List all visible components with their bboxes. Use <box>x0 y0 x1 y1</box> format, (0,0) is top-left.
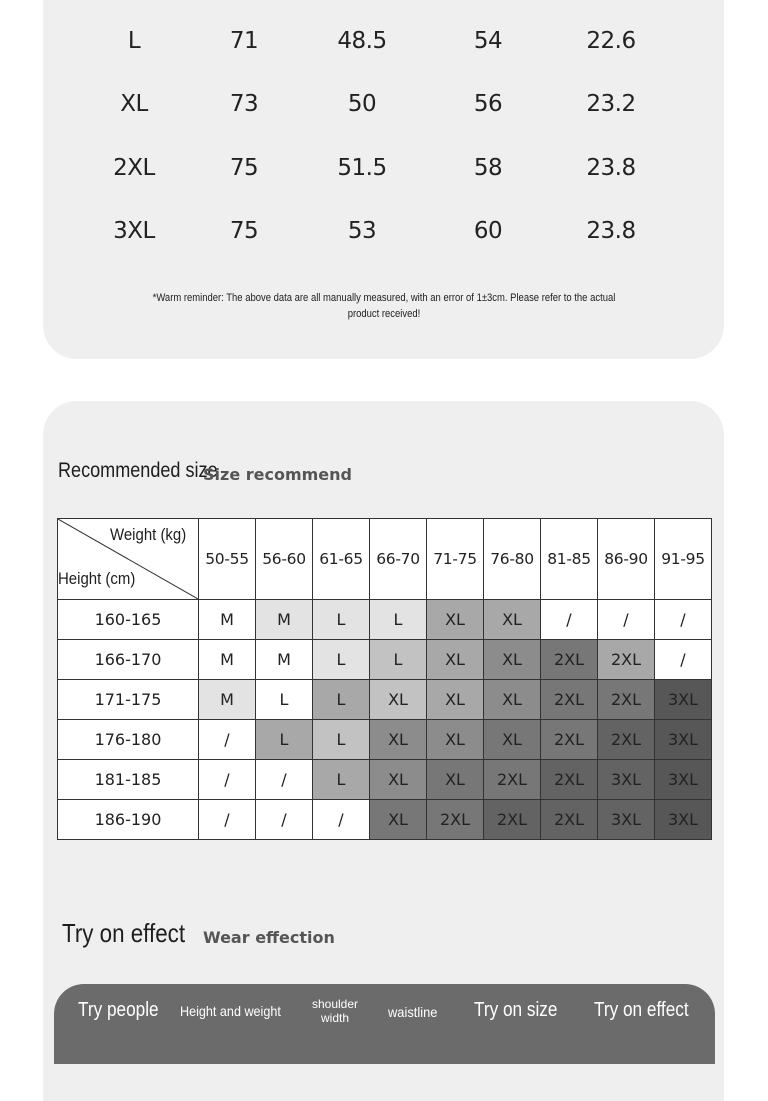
size-cell: / <box>199 800 256 840</box>
try-people-header: Try people <box>78 999 159 1021</box>
length-cell: 73 <box>229 91 259 117</box>
try-on-size-header: Try on size <box>474 999 558 1021</box>
size-cell: XL <box>370 680 427 720</box>
sleeve-cell: 23.8 <box>586 218 636 244</box>
size-cell: / <box>598 600 655 640</box>
shoulder-cell: 51.5 <box>337 155 387 181</box>
size-cell: 2XL <box>598 720 655 760</box>
size-cell: 3XL <box>655 680 712 720</box>
size-cell: XL <box>484 680 541 720</box>
try-on-header-bar <box>54 984 715 1064</box>
size-cell: 2XL <box>484 760 541 800</box>
chest-cell: 60 <box>473 218 503 244</box>
weight-header-cell: 76-80 <box>484 519 541 600</box>
chest-cell: 56 <box>473 91 503 117</box>
size-recommend-table <box>57 518 712 840</box>
weight-header-cell: 66-70 <box>370 519 427 600</box>
recommended-size-subtitle: Size recommend <box>203 465 352 484</box>
size-cell: 3XL <box>655 720 712 760</box>
height-range-cell: 160-165 <box>58 600 199 640</box>
shoulder-cell: 53 <box>347 218 377 244</box>
measurement-row <box>0 211 768 251</box>
warm-reminder-note: *Warm reminder: The above data are all manually measured, with an error of 1±3cm. Please refer to the actual product received! <box>152 292 616 320</box>
weight-header-cell: 50-55 <box>199 519 256 600</box>
size-cell: 3XL <box>655 760 712 800</box>
size-cell: L <box>370 600 427 640</box>
length-cell: 71 <box>229 28 259 54</box>
size-cell: 2XL <box>541 800 598 840</box>
chest-cell: 58 <box>473 155 503 181</box>
size-cell: 3XL <box>598 800 655 840</box>
sleeve-cell: 22.6 <box>586 28 636 54</box>
table-row <box>58 680 712 720</box>
weight-header-cell: 86-90 <box>598 519 655 600</box>
size-cell: XL <box>427 720 484 760</box>
height-range-cell: 186-190 <box>58 800 199 840</box>
length-cell: 75 <box>229 218 259 244</box>
sleeve-cell: 23.8 <box>586 155 636 181</box>
size-cell: / <box>199 720 256 760</box>
table-corner-header <box>58 519 199 600</box>
table-row <box>58 640 712 680</box>
size-cell: L <box>313 640 370 680</box>
measurement-row <box>0 21 768 61</box>
weight-header-cell: 81-85 <box>541 519 598 600</box>
size-cell: XL <box>370 800 427 840</box>
height-weight-header: Height and weight <box>180 1003 281 1019</box>
shoulder-cell: 48.5 <box>337 28 387 54</box>
measurement-row <box>0 148 768 188</box>
size-cell: L <box>313 680 370 720</box>
table-row <box>58 720 712 760</box>
table-row <box>58 800 712 840</box>
try-on-subtitle: Wear effection <box>203 928 335 947</box>
size-cell: / <box>256 800 313 840</box>
shoulder-cell: 50 <box>347 91 377 117</box>
weight-header-cell: 91-95 <box>655 519 712 600</box>
table-header-row <box>58 519 712 600</box>
size-cell: / <box>256 760 313 800</box>
size-cell: XL <box>484 720 541 760</box>
size-cell: L <box>313 760 370 800</box>
size-cell: M <box>199 680 256 720</box>
chest-cell: 54 <box>473 28 503 54</box>
size-cell: 2XL <box>541 640 598 680</box>
table-row <box>58 760 712 800</box>
sleeve-cell: 23.2 <box>586 91 636 117</box>
size-cell: L <box>313 600 370 640</box>
size-cell: 3XL <box>655 800 712 840</box>
weight-header-cell: 61-65 <box>313 519 370 600</box>
size-cell: 2XL <box>598 640 655 680</box>
height-range-cell: 181-185 <box>58 760 199 800</box>
size-cell: XL <box>120 91 148 117</box>
size-cell: 2XL <box>541 760 598 800</box>
size-cell: L <box>370 640 427 680</box>
size-cell: XL <box>427 680 484 720</box>
weight-header-cell: 71-75 <box>427 519 484 600</box>
size-cell: / <box>655 600 712 640</box>
height-range-cell: 166-170 <box>58 640 199 680</box>
size-cell: 3XL <box>113 218 155 244</box>
size-cell: / <box>541 600 598 640</box>
size-cell: XL <box>484 640 541 680</box>
size-cell: L <box>127 28 141 54</box>
recommended-size-title: Recommended size <box>58 459 218 482</box>
height-axis-label: Height (cm) <box>58 569 136 588</box>
weight-header-cell: 56-60 <box>256 519 313 600</box>
size-cell: XL <box>370 720 427 760</box>
size-cell: XL <box>427 640 484 680</box>
size-cell: L <box>256 680 313 720</box>
measurement-row <box>0 84 768 124</box>
size-cell: 3XL <box>598 760 655 800</box>
size-cell: XL <box>370 760 427 800</box>
size-cell: M <box>256 640 313 680</box>
weight-axis-label: Weight (kg) <box>110 525 187 544</box>
size-cell: 2XL <box>427 800 484 840</box>
size-cell: M <box>199 600 256 640</box>
size-cell: L <box>313 720 370 760</box>
length-cell: 75 <box>229 155 259 181</box>
waistline-header: waistline <box>388 1004 438 1020</box>
try-on-title: Try on effect <box>62 918 186 948</box>
size-cell: 2XL <box>113 155 155 181</box>
size-cell: / <box>655 640 712 680</box>
size-cell: XL <box>427 600 484 640</box>
size-cell: 2XL <box>598 680 655 720</box>
height-range-cell: 176-180 <box>58 720 199 760</box>
size-cell: / <box>199 760 256 800</box>
try-on-effect-header: Try on effect <box>594 999 689 1021</box>
size-cell: 2XL <box>541 720 598 760</box>
size-cell: M <box>199 640 256 680</box>
size-cell: 2XL <box>484 800 541 840</box>
size-cell: M <box>256 600 313 640</box>
size-cell: 2XL <box>541 680 598 720</box>
size-cell: XL <box>484 600 541 640</box>
height-range-cell: 171-175 <box>58 680 199 720</box>
size-cell: XL <box>427 760 484 800</box>
size-cell: L <box>256 720 313 760</box>
table-row <box>58 600 712 640</box>
shoulder-width-header: shoulder width <box>311 997 359 1025</box>
size-cell: / <box>313 800 370 840</box>
